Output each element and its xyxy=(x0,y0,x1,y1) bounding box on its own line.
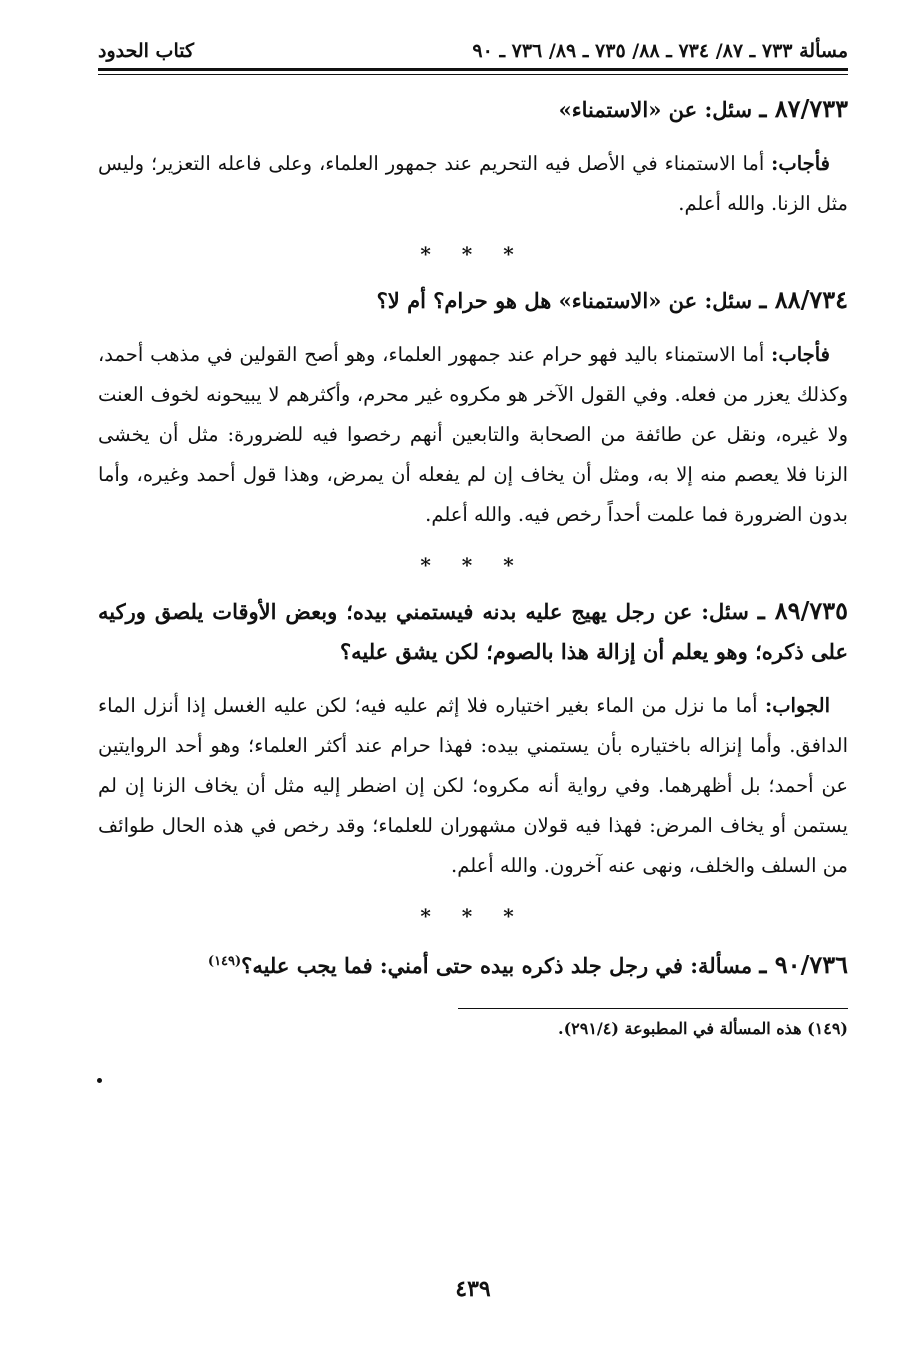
question-736 xyxy=(98,942,848,986)
answer-lead: فأجاب: xyxy=(771,343,830,366)
footnote: (١٤٩) هذه المسألة في المطبوعة (٢٩١/٤). xyxy=(558,1019,848,1038)
question-734 xyxy=(98,280,848,321)
section-separator: * * * xyxy=(420,553,526,577)
answer-text: أما ما نزل من الماء بغير اختياره فلا إثم عليه فيه؛ لكن عليه الغسل إذا أنزل الماء الدافق. وأما إنزاله باختياره بأن يستمني بيده: فهذا حرام عند أكثر العلماء؛ وهو أحد الروايتين عن أحمد؛ بل أظهرهما. وفي رواية أنه مكروه؛ لكن إن اضطر إليه مثل أن يخاف الزنا إن لم يستمن أو يخاف المرض: فهذا فيه قولان مشهوران للعلماء؛ وقد رخص في هذه الحال طوائف من السلف والخلف، ونهى عنه آخرون. والله أعلم. xyxy=(98,694,848,877)
answer-lead: الجواب: xyxy=(765,694,830,717)
question-text: سئل: عن «الاستمناء» xyxy=(558,97,753,122)
question-number: ٨٩/٧٣٥ ـ xyxy=(757,596,848,625)
question-number: ٨٨/٧٣٤ ـ xyxy=(759,285,848,314)
answer-735 xyxy=(98,686,848,886)
footnote-rule xyxy=(458,1008,848,1009)
answer-text: أما الاستمناء باليد فهو حرام عند جمهور العلماء، وهو أصح القولين في مذهب أحمد، وكذلك يعزر من فعله. وفي القول الآخر هو مكروه غير محرم، وأكثرهم لا يبيحونه لخوف العنت ولا غيره، ونقل عن طائفة من الصحابة والتابعين أنهم رخصوا فيه للضرورة: مثل أن يخشى الزنا فلا يعصم منه إلا به، ومثل أن يخاف إن لم يفعله أن يمرض، وهذا قول أحمد وغيره، وأما بدون الضرورة فما علمت أحداً رخص فيه. والله أعلم. xyxy=(98,343,848,526)
running-header xyxy=(98,28,848,62)
section-separator: * * * xyxy=(420,904,526,928)
question-733 xyxy=(98,89,848,130)
answer-lead: فأجاب: xyxy=(771,152,830,175)
print-speck xyxy=(97,1078,102,1083)
question-label: مسألة: xyxy=(690,953,753,978)
section-separator: * * * xyxy=(420,242,526,266)
answer-733 xyxy=(98,144,848,224)
footnote-ref: (١٤٩) xyxy=(207,954,242,969)
question-text: في رجل جلد ذكره بيده حتى أمني: فما يجب عليه؟ xyxy=(241,953,683,978)
page-number: ٤٣٩ xyxy=(455,1276,491,1302)
header-book-title: كتاب الحدود xyxy=(98,40,195,62)
question-735 xyxy=(98,591,848,672)
question-text: سئل: عن «الاستمناء» هل هو حرام؟ أم لا؟ xyxy=(376,288,753,313)
page xyxy=(98,28,848,1328)
header-rule-thin xyxy=(98,74,848,75)
header-issue-range: مسألة ٧٣٣ ـ ٨٧/ ٧٣٤ ـ ٨٨/ ٧٣٥ ـ ٨٩/ ٧٣٦ ـ ٩٠ xyxy=(472,40,848,62)
question-number: ٨٧/٧٣٣ ـ xyxy=(759,94,848,123)
question-number: ٩٠/٧٣٦ ـ xyxy=(759,950,848,979)
header-rule-thick xyxy=(98,68,848,71)
question-text: سئل: عن رجل يهيج عليه بدنه فيستمني بيده؛ وبعض الأوقات يلصق وركيه على ذكره؛ وهو يعلم أن إزالة هذا بالصوم؛ لكن يشق عليه؟ xyxy=(98,599,848,664)
answer-text: أما الاستمناء في الأصل فيه التحريم عند جمهور العلماء، وعلى فاعله التعزير؛ وليس مثل الزنا. والله أعلم. xyxy=(98,152,848,215)
answer-734 xyxy=(98,335,848,535)
